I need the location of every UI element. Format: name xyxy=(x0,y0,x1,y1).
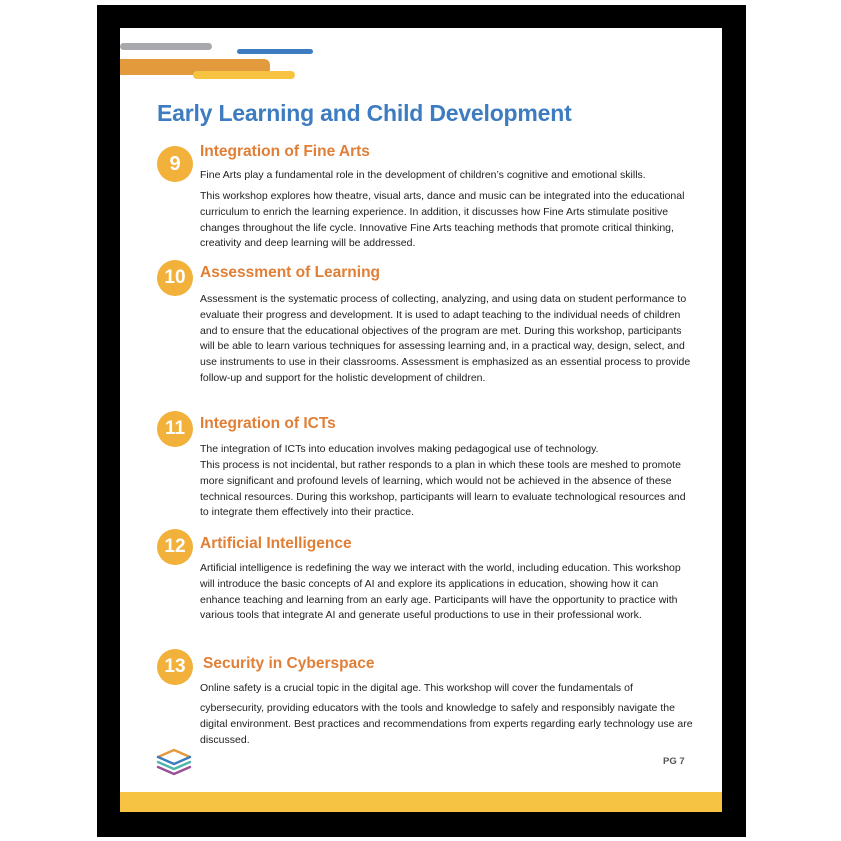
section-number-badge: 11 xyxy=(157,411,193,447)
section-paragraph: The integration of ICTs into education involves making pedagogical use of technology. xyxy=(200,443,599,455)
section-number-badge: 9 xyxy=(157,146,193,182)
section-heading: Integration of ICTs xyxy=(200,415,336,432)
section-heading: Assessment of Learning xyxy=(200,264,381,281)
section-paragraph: Artificial intelligence is redefining the way we interact with the world, including education. This workshop will introduce the basic concepts of AI and explore its applications in education, showing how it can enhance teaching and learning from an early age. Participants will have the opportunity to practice with various tools that integrate AI and generate useful productions to use in their professional work. xyxy=(200,562,681,622)
document-page xyxy=(120,28,722,812)
decorative-yellow-bar xyxy=(193,71,295,79)
section-number-badge: 12 xyxy=(157,529,193,565)
stacked-layers-logo-icon xyxy=(156,748,192,776)
section-heading: Security in Cyberspace xyxy=(203,655,375,672)
section-paragraph: Assessment is the systematic process of collecting, analyzing, and using data on student performance to evaluate their progress and development. It is used to adapt teaching to the individual needs of children and to ensure that the educational objectives of the program are met. During this workshop, participants will be able to learn various techniques for assessing learning and, in a practical way, design, select, and use instruments to use in their classrooms. Assessment is emphasized as an essential process to provide follow-up and support for the holistic development of children. xyxy=(200,293,691,384)
section-paragraph: Fine Arts play a fundamental role in the development of children’s cognitive and emotional skills. xyxy=(200,169,646,181)
section-paragraph: This workshop explores how theatre, visual arts, dance and music can be integrated into the educational curriculum to enrich the learning experience. In addition, it discusses how Fine Arts stimulate positive changes throughout the life cycle. Innovative Fine Arts teaching methods that promote critical thinking, creativity and deep learning will be addressed. xyxy=(200,190,685,250)
page-title: Early Learning and Child Development xyxy=(157,100,572,126)
section-paragraph: Online safety is a crucial topic in the digital age. This workshop will cover the fundamentals of xyxy=(200,682,633,694)
section-number-badge: 13 xyxy=(157,649,193,685)
section-heading: Artificial Intelligence xyxy=(200,535,352,552)
section-number-badge: 10 xyxy=(157,260,193,296)
decorative-blue-bar xyxy=(237,49,313,54)
page-number: PG 7 xyxy=(663,756,685,767)
section-heading: Integration of Fine Arts xyxy=(200,143,370,160)
footer-band xyxy=(120,792,722,812)
decorative-gray-bar xyxy=(120,43,212,50)
section-paragraph: cybersecurity, providing educators with the tools and knowledge to safely and responsibly navigate the digital environment. Best practices and recommendations from experts regarding early technology use are discussed. xyxy=(200,702,693,746)
section-paragraph: This process is not incidental, but rather responds to a plan in which these tools are meshed to promote more significant and profound levels of learning, which would not be achieved in the absence of these technical resources. During this workshop, participants will learn to evaluate technological resources and to integrate them effectively into their practice. xyxy=(200,459,686,519)
